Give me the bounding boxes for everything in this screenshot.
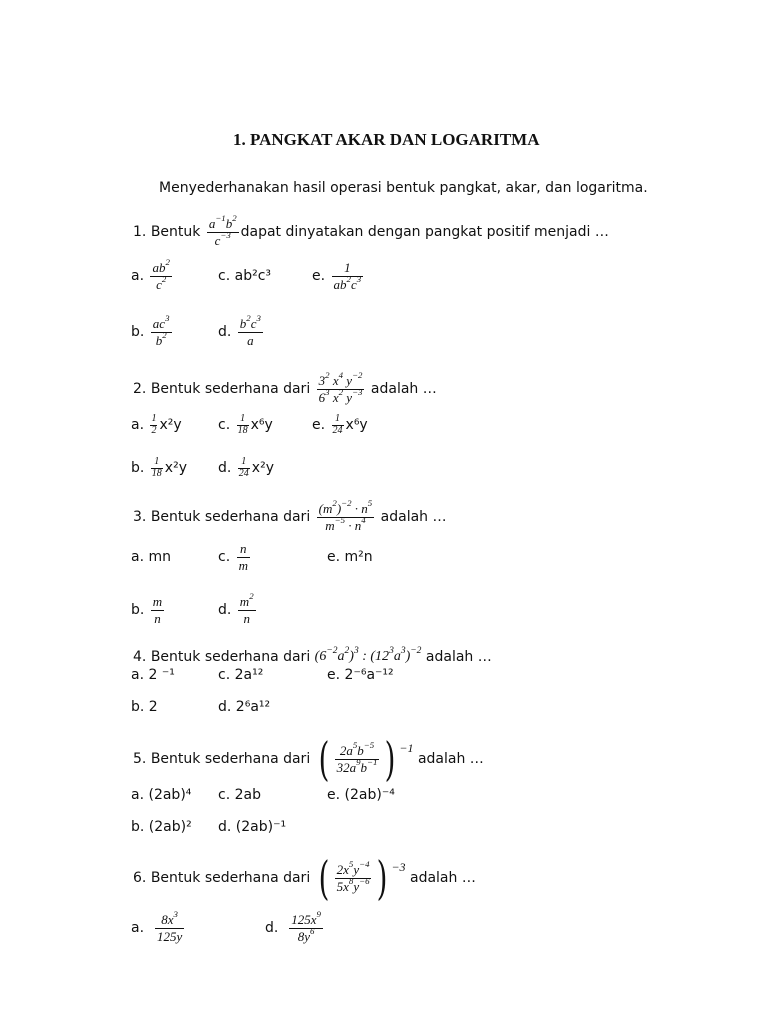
question-3	[133, 497, 447, 537]
option-4e[interactable]: e. 2⁻⁶a⁻¹²	[327, 667, 394, 683]
question-stem-prefix: Bentuk sederhana dari	[150, 751, 311, 767]
option-5b[interactable]: b. (2ab)²	[131, 819, 192, 835]
option-4d[interactable]: d. 2⁶a¹²	[218, 699, 271, 715]
question-number: 1.	[133, 224, 147, 240]
question-number: 3.	[133, 509, 147, 525]
option-5a[interactable]: a. (2ab)⁴	[131, 787, 192, 803]
question-stem-suffix: adalah …	[370, 381, 437, 397]
question-stem-suffix: dapat dinyatakan dengan pangkat positif menjadi …	[240, 224, 609, 240]
question-2	[133, 369, 437, 409]
option-5e[interactable]: e. (2ab)⁻⁴	[327, 787, 395, 803]
option-expression: $\frac{ab^2}{c^2}$	[152, 257, 170, 292]
option-3b[interactable]: b. $\frac{m}{n}$	[131, 593, 163, 626]
option-6d[interactable]: d. $\frac{125x^9}{8y^6}$	[265, 909, 321, 944]
option-expression: $\frac{1}{ab^2c^3}$	[333, 259, 362, 292]
question-expression: ( $\frac{2x^5y^{-4}}{5x^8y^{-6}}$ ) −3	[318, 851, 406, 905]
option-1e[interactable]: e. $\frac{1}{ab^2c^3}$	[312, 259, 362, 292]
option-expression: $\frac{b^2c^3}{a}$	[239, 313, 261, 348]
option-expression: $\frac{m}{n}$	[152, 593, 163, 626]
question-stem-prefix: Bentuk	[150, 224, 201, 240]
option-expression: $\frac{125x^9}{8y^6}$	[291, 909, 321, 944]
coefficient-fraction: $\frac{1}{18}$	[237, 413, 248, 436]
option-expression: $\frac{n}{m}$	[238, 540, 248, 573]
option-3c[interactable]: c. $\frac{n}{m}$	[218, 540, 248, 573]
question-5	[133, 733, 484, 785]
question-expression: $\frac{3^2 x^4 y^{-2}}{6^3 x^2 y^{-3}}$	[318, 370, 363, 405]
option-4a[interactable]: a. 2 ⁻¹	[131, 667, 175, 683]
question-4	[133, 646, 492, 668]
option-5c[interactable]: c. 2ab	[218, 787, 261, 803]
question-6	[133, 852, 476, 904]
option-3d[interactable]: d. $\frac{m^2}{n}$	[218, 591, 254, 626]
option-1b[interactable]: b. $\frac{ac^3}{b^2}$	[131, 313, 170, 348]
option-expression: $\frac{ac^3}{b^2}$	[152, 313, 170, 348]
option-1c[interactable]: c. ab²c³	[218, 268, 271, 284]
intro-text: Menyederhanakan hasil operasi bentuk pangkat, akar, dan logaritma.	[159, 180, 648, 196]
option-expression: $\frac{8x^3}{125y}$	[156, 909, 183, 944]
question-stem-suffix: adalah …	[425, 649, 492, 665]
question-expression: $\frac{(m^2)^{-2} \cdot n^5}{m^{-5} \cdot n^4}$	[318, 498, 373, 533]
option-6a[interactable]: a. $\frac{8x^3}{125y}$	[131, 909, 183, 944]
option-1a[interactable]: a. $\frac{ab^2}{c^2}$	[131, 257, 170, 292]
option-2d[interactable]: d. $\frac{1}{24}$ x²y	[218, 456, 274, 479]
question-number: 2.	[133, 381, 147, 397]
coefficient-fraction: $\frac{1}{24}$	[238, 456, 249, 479]
option-4b[interactable]: b. 2	[131, 699, 158, 715]
option-2a[interactable]: a. $\frac{1}{2}$ x²y	[131, 413, 182, 436]
option-4c[interactable]: c. 2a¹²	[218, 667, 264, 683]
question-number: 5.	[133, 751, 147, 767]
question-stem-prefix: Bentuk sederhana dari	[150, 649, 311, 665]
question-stem-suffix: adalah …	[417, 751, 484, 767]
option-1d[interactable]: d. $\frac{b^2c^3}{a}$	[218, 313, 261, 348]
coefficient-fraction: $\frac{1}{2}$	[151, 413, 157, 436]
option-2c[interactable]: c. $\frac{1}{18}$ x⁶y	[218, 413, 273, 436]
option-2b[interactable]: b. $\frac{1}{18}$ x²y	[131, 456, 187, 479]
question-stem-prefix: Bentuk sederhana dari	[150, 870, 311, 886]
option-3a[interactable]: a. mn	[131, 549, 171, 565]
option-5d[interactable]: d. (2ab)⁻¹	[218, 819, 287, 835]
coefficient-fraction: $\frac{1}{18}$	[151, 456, 162, 479]
question-1	[133, 212, 609, 252]
question-stem-suffix: adalah …	[380, 509, 447, 525]
page-title: 1. PANGKAT AKAR DAN LOGARITMA	[233, 130, 540, 149]
option-3e[interactable]: e. m²n	[327, 549, 373, 565]
coefficient-fraction: $\frac{1}{24}$	[332, 413, 343, 436]
question-number: 4.	[133, 649, 147, 665]
option-2e[interactable]: e. $\frac{1}{24}$ x⁶y	[312, 413, 368, 436]
question-expression: ( $\frac{2a^5b^{-5}}{32a^9b^{-1}}$ ) −1	[318, 732, 414, 786]
question-expression: $\frac{a^{-1}b^2}{c^{-3}}$	[208, 213, 237, 248]
question-expression: $(6^{-2}a^2)^3$ : $(12^3a^3)^{-2}$	[314, 645, 422, 664]
question-stem-prefix: Bentuk sederhana dari	[150, 381, 311, 397]
option-expression: $\frac{m^2}{n}$	[239, 591, 254, 626]
question-number: 6.	[133, 870, 147, 886]
question-stem-prefix: Bentuk sederhana dari	[150, 509, 311, 525]
question-stem-suffix: adalah …	[410, 870, 476, 886]
